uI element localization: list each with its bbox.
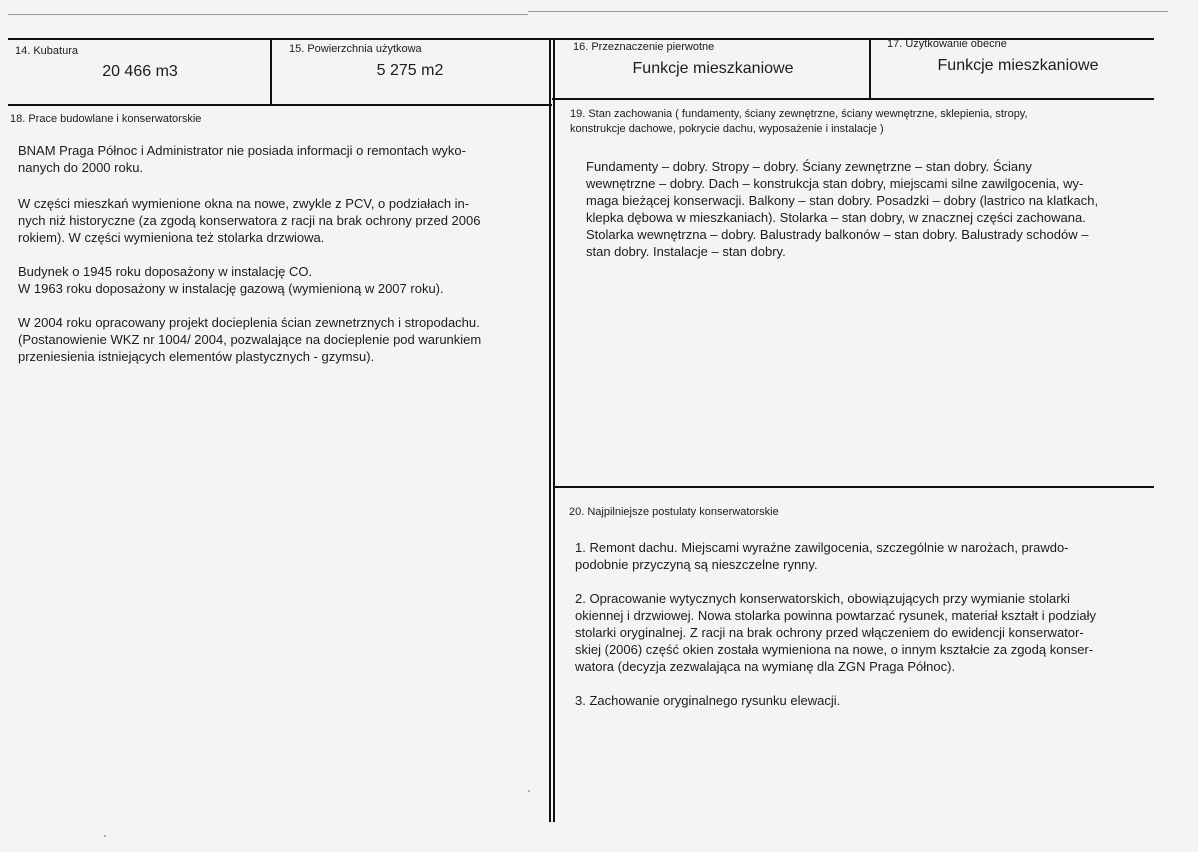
field-16-label: 16. Przeznaczenie pierwotne [573,41,715,53]
field-15-label: 15. Powierzchnia użytkowa [289,43,422,55]
section-19-label: 19. Stan zachowania ( fundamenty, ściany zewnętrzne, ściany wewnętrzne, sklepienia, stropy, konstrukcje dachowe, pokrycie dachu, wyposażenie i instalacje ) [570,108,1028,135]
field-17-label: 17. Użytkowanie obecne [887,38,1007,50]
top-rule-right [528,11,1168,12]
scan-speck [104,835,106,837]
field-16-value: Funkcje mieszkaniowe [632,60,794,77]
section-18-paragraph: W części mieszkań wymienione okna na nowe, zwykle z PCV, o podziałach in- nych niż historyczne (za zgodą konserwatora z racji na brak ochrony przed 2006 rokiem). W części wymieniona też stolarka drzwiowa. [18,196,481,245]
header-bottom-line [8,104,552,106]
section-18-paragraph: Budynek o 1945 roku doposażony w instalację CO. W 1963 roku doposażony w instalację gazową (wymienioną w 2007 roku). [18,264,444,296]
field-14-label: 14. Kubatura [15,45,78,57]
center-divider-double [553,38,555,822]
field-17-value: Funkcje mieszkaniowe [937,57,1099,74]
section-20-paragraph: 3. Zachowanie oryginalnego rysunku elewacji. [575,693,841,708]
top-rule-left [8,14,528,15]
section-19-text: Fundamenty – dobry. Stropy – dobry. Ściany zewnętrzne – stan dobry. Ściany wewnętrzne – dobry. Dach – konstrukcja stan dobry, miejscami silne zawilgocenia, wy- maga bieżącej konserwacji. Balkony – stan dobry. Posadzki – dobry (lastrico na klatkach, klepka dębowa w mieszkaniach). Stolarka – stan dobry, w znacznej części zachowana. Stolarka wewnętrzna – dobry. Balustrady balkonów – stan dobry. Balustrady schodów – stan dobry. Instalacje – stan dobry. [586,159,1099,259]
section-18-paragraph: BNAM Praga Północ i Administrator nie posiada informacji o remontach wyko- nanych do 2000 roku. [18,143,466,175]
header-bottom-line-right [552,98,1154,100]
field-15-value: 5 275 m2 [376,62,444,79]
field-14-value: 20 466 m3 [102,63,178,80]
section-20-top-line [555,486,1154,488]
scan-speck [528,790,530,792]
section-18-paragraph: W 2004 roku opracowany projekt docieplenia ścian zewnetrznych i stropodachu. (Postanowienie WKZ nr 1004/ 2004, pozwalające na docieplenie pod warunkiem przeniesienia istniejących elementów plastycznych - gzymsu). [18,315,482,364]
divider-15 [270,38,272,106]
section-20-paragraph: 1. Remont dachu. Miejscami wyraźne zawilgocenia, szczególnie w narożach, prawdo- podobnie przyczyną są nieszczelne rynny. [575,540,1069,572]
section-20-paragraph: 2. Opracowanie wytycznych konserwatorskich, obowiązujących przy wymianie stolarki okiennej i drzwiowej. Nowa stolarka powinna powtarzać rysunek, materiał kształt i podziały stolarki oryginalnej. Z racji na brak ochrony przed włączeniem do ewidencji konserwator- skiej (2006) część okien została wymieniona na nowe, o innym kształcie za zgodą konser- watora (decyzja zezwalająca na wymianę dla ZGN Praga Północ). [575,591,1096,674]
section-18-label: 18. Prace budowlane i konserwatorskie [10,113,202,125]
center-divider [549,38,551,822]
section-20-label: 20. Najpilniejsze postulaty konserwatorskie [569,506,779,518]
divider-17 [869,38,871,100]
